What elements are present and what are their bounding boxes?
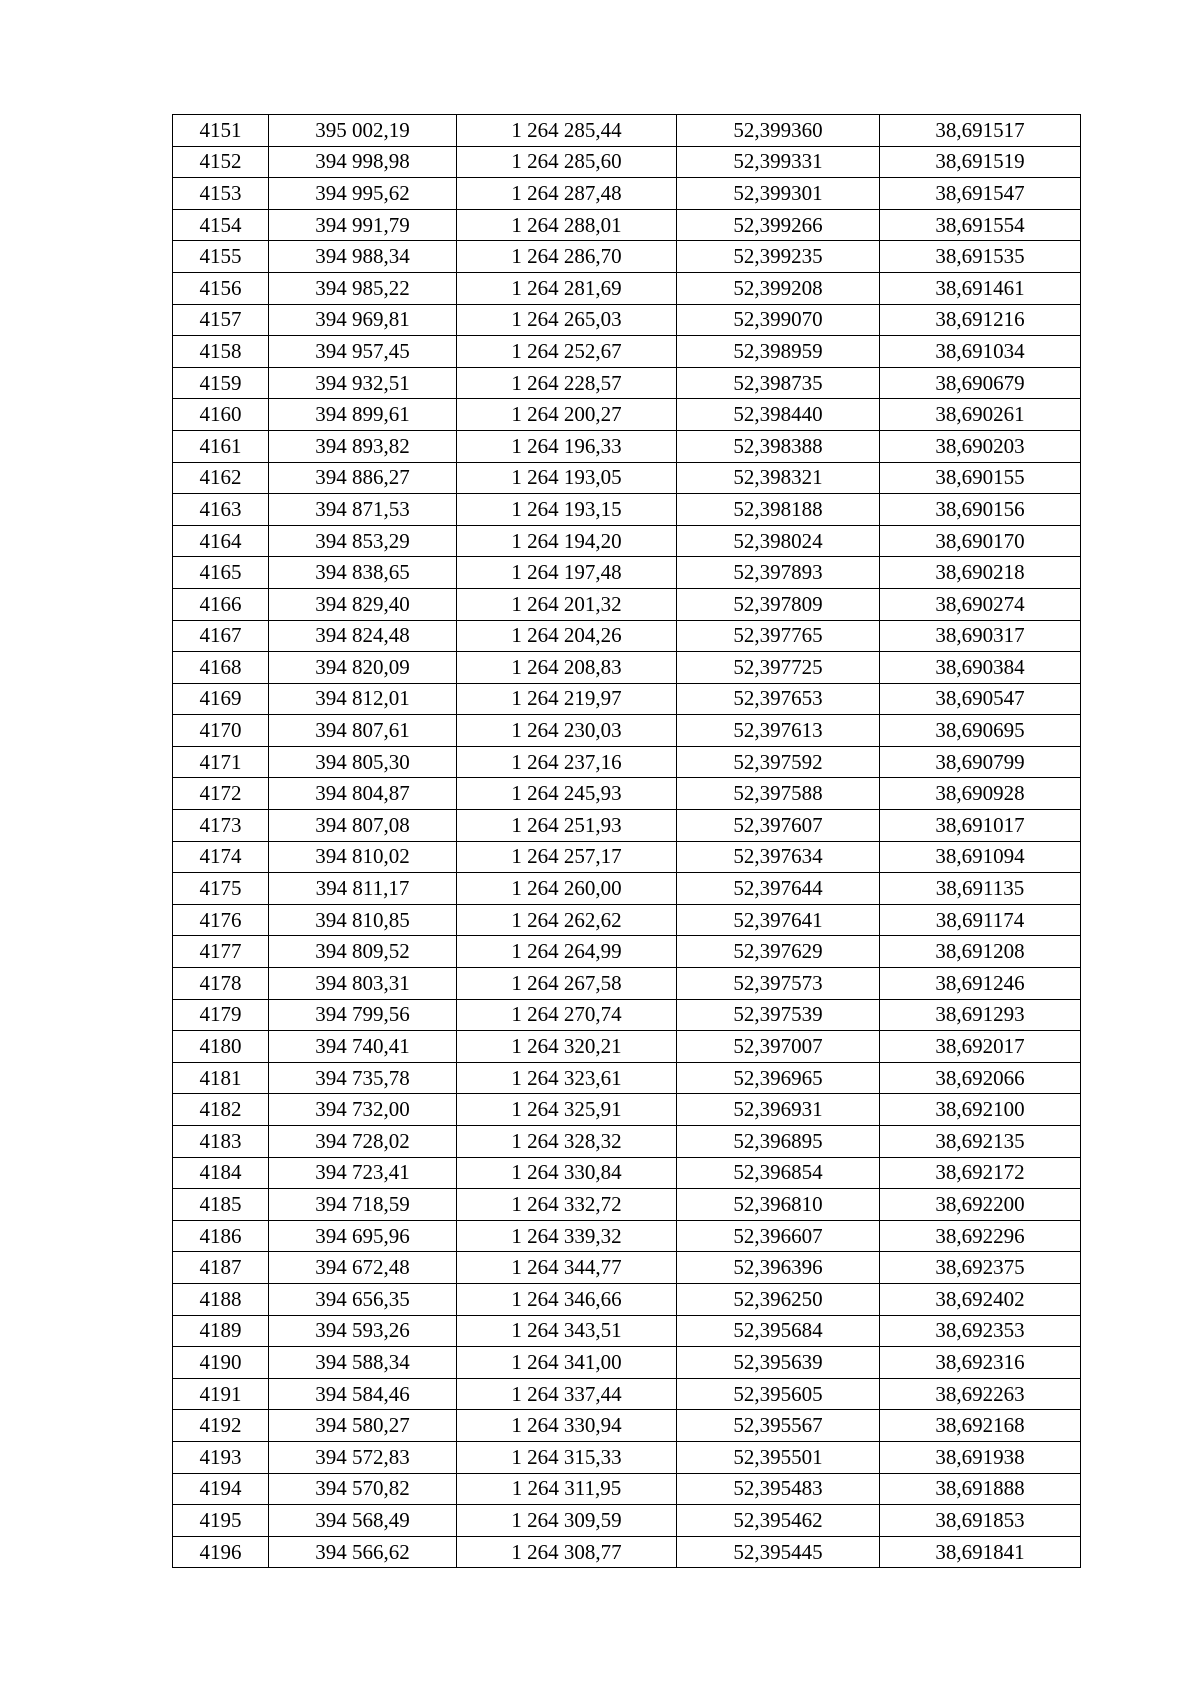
y-coordinate-cell: 1 264 285,60 xyxy=(457,146,677,178)
y-coordinate-cell: 1 264 286,70 xyxy=(457,241,677,273)
y-coordinate-cell: 1 264 285,44 xyxy=(457,115,677,147)
y-coordinate-cell: 1 264 288,01 xyxy=(457,209,677,241)
x-coordinate-cell: 394 732,00 xyxy=(269,1094,457,1126)
x-coordinate-cell: 394 695,96 xyxy=(269,1220,457,1252)
longitude-cell: 38,691888 xyxy=(880,1473,1081,1505)
latitude-cell: 52,399331 xyxy=(677,146,880,178)
longitude-cell: 38,691293 xyxy=(880,999,1081,1031)
table-row xyxy=(173,1189,1081,1221)
y-coordinate-cell: 1 264 270,74 xyxy=(457,999,677,1031)
table-row xyxy=(173,1536,1081,1568)
longitude-cell: 38,690261 xyxy=(880,399,1081,431)
y-coordinate-cell: 1 264 201,32 xyxy=(457,588,677,620)
x-coordinate-cell: 394 807,08 xyxy=(269,810,457,842)
longitude-cell: 38,691853 xyxy=(880,1505,1081,1537)
x-coordinate-cell: 394 580,27 xyxy=(269,1410,457,1442)
point-number-cell: 4188 xyxy=(173,1283,269,1315)
x-coordinate-cell: 394 957,45 xyxy=(269,336,457,368)
latitude-cell: 52,398959 xyxy=(677,336,880,368)
point-number-cell: 4154 xyxy=(173,209,269,241)
point-number-cell: 4169 xyxy=(173,683,269,715)
point-number-cell: 4183 xyxy=(173,1126,269,1158)
longitude-cell: 38,691938 xyxy=(880,1441,1081,1473)
coordinates-table-body xyxy=(173,115,1081,1568)
table-row xyxy=(173,1441,1081,1473)
y-coordinate-cell: 1 264 194,20 xyxy=(457,525,677,557)
point-number-cell: 4155 xyxy=(173,241,269,273)
longitude-cell: 38,692100 xyxy=(880,1094,1081,1126)
table-row xyxy=(173,557,1081,589)
point-number-cell: 4159 xyxy=(173,367,269,399)
table-row xyxy=(173,399,1081,431)
x-coordinate-cell: 394 588,34 xyxy=(269,1347,457,1379)
table-row xyxy=(173,1473,1081,1505)
longitude-cell: 38,690928 xyxy=(880,778,1081,810)
longitude-cell: 38,691841 xyxy=(880,1536,1081,1568)
y-coordinate-cell: 1 264 346,66 xyxy=(457,1283,677,1315)
longitude-cell: 38,692375 xyxy=(880,1252,1081,1284)
point-number-cell: 4173 xyxy=(173,810,269,842)
table-row xyxy=(173,1347,1081,1379)
y-coordinate-cell: 1 264 204,26 xyxy=(457,620,677,652)
x-coordinate-cell: 394 899,61 xyxy=(269,399,457,431)
longitude-cell: 38,690384 xyxy=(880,652,1081,684)
y-coordinate-cell: 1 264 332,72 xyxy=(457,1189,677,1221)
x-coordinate-cell: 394 812,01 xyxy=(269,683,457,715)
x-coordinate-cell: 394 820,09 xyxy=(269,652,457,684)
latitude-cell: 52,395605 xyxy=(677,1378,880,1410)
point-number-cell: 4171 xyxy=(173,746,269,778)
point-number-cell: 4172 xyxy=(173,778,269,810)
y-coordinate-cell: 1 264 237,16 xyxy=(457,746,677,778)
x-coordinate-cell: 394 672,48 xyxy=(269,1252,457,1284)
latitude-cell: 52,397588 xyxy=(677,778,880,810)
y-coordinate-cell: 1 264 252,67 xyxy=(457,336,677,368)
point-number-cell: 4193 xyxy=(173,1441,269,1473)
point-number-cell: 4191 xyxy=(173,1378,269,1410)
y-coordinate-cell: 1 264 245,93 xyxy=(457,778,677,810)
longitude-cell: 38,690274 xyxy=(880,588,1081,620)
point-number-cell: 4176 xyxy=(173,904,269,936)
latitude-cell: 52,397765 xyxy=(677,620,880,652)
longitude-cell: 38,692296 xyxy=(880,1220,1081,1252)
point-number-cell: 4174 xyxy=(173,841,269,873)
longitude-cell: 38,691517 xyxy=(880,115,1081,147)
y-coordinate-cell: 1 264 308,77 xyxy=(457,1536,677,1568)
x-coordinate-cell: 394 824,48 xyxy=(269,620,457,652)
latitude-cell: 52,399070 xyxy=(677,304,880,336)
x-coordinate-cell: 394 991,79 xyxy=(269,209,457,241)
y-coordinate-cell: 1 264 267,58 xyxy=(457,968,677,1000)
table-row xyxy=(173,241,1081,273)
table-row xyxy=(173,525,1081,557)
longitude-cell: 38,692402 xyxy=(880,1283,1081,1315)
longitude-cell: 38,692316 xyxy=(880,1347,1081,1379)
latitude-cell: 52,396854 xyxy=(677,1157,880,1189)
longitude-cell: 38,691246 xyxy=(880,968,1081,1000)
longitude-cell: 38,692200 xyxy=(880,1189,1081,1221)
y-coordinate-cell: 1 264 262,62 xyxy=(457,904,677,936)
table-row xyxy=(173,904,1081,936)
y-coordinate-cell: 1 264 330,84 xyxy=(457,1157,677,1189)
latitude-cell: 52,398440 xyxy=(677,399,880,431)
point-number-cell: 4194 xyxy=(173,1473,269,1505)
longitude-cell: 38,692168 xyxy=(880,1410,1081,1442)
latitude-cell: 52,399208 xyxy=(677,272,880,304)
table-row xyxy=(173,652,1081,684)
table-row xyxy=(173,115,1081,147)
x-coordinate-cell: 394 932,51 xyxy=(269,367,457,399)
longitude-cell: 38,691547 xyxy=(880,178,1081,210)
y-coordinate-cell: 1 264 281,69 xyxy=(457,272,677,304)
point-number-cell: 4177 xyxy=(173,936,269,968)
point-number-cell: 4157 xyxy=(173,304,269,336)
y-coordinate-cell: 1 264 228,57 xyxy=(457,367,677,399)
latitude-cell: 52,397653 xyxy=(677,683,880,715)
table-row xyxy=(173,999,1081,1031)
latitude-cell: 52,395684 xyxy=(677,1315,880,1347)
y-coordinate-cell: 1 264 337,44 xyxy=(457,1378,677,1410)
latitude-cell: 52,397607 xyxy=(677,810,880,842)
point-number-cell: 4156 xyxy=(173,272,269,304)
point-number-cell: 4165 xyxy=(173,557,269,589)
latitude-cell: 52,399301 xyxy=(677,178,880,210)
latitude-cell: 52,395639 xyxy=(677,1347,880,1379)
longitude-cell: 38,692017 xyxy=(880,1031,1081,1063)
latitude-cell: 52,397592 xyxy=(677,746,880,778)
latitude-cell: 52,399266 xyxy=(677,209,880,241)
table-row xyxy=(173,1378,1081,1410)
longitude-cell: 38,691094 xyxy=(880,841,1081,873)
x-coordinate-cell: 394 853,29 xyxy=(269,525,457,557)
longitude-cell: 38,691174 xyxy=(880,904,1081,936)
latitude-cell: 52,395462 xyxy=(677,1505,880,1537)
longitude-cell: 38,692135 xyxy=(880,1126,1081,1158)
x-coordinate-cell: 394 985,22 xyxy=(269,272,457,304)
y-coordinate-cell: 1 264 219,97 xyxy=(457,683,677,715)
y-coordinate-cell: 1 264 200,27 xyxy=(457,399,677,431)
table-row xyxy=(173,430,1081,462)
table-row xyxy=(173,1157,1081,1189)
point-number-cell: 4178 xyxy=(173,968,269,1000)
y-coordinate-cell: 1 264 265,03 xyxy=(457,304,677,336)
latitude-cell: 52,395445 xyxy=(677,1536,880,1568)
y-coordinate-cell: 1 264 330,94 xyxy=(457,1410,677,1442)
latitude-cell: 52,398024 xyxy=(677,525,880,557)
y-coordinate-cell: 1 264 193,15 xyxy=(457,494,677,526)
longitude-cell: 38,692066 xyxy=(880,1062,1081,1094)
x-coordinate-cell: 394 838,65 xyxy=(269,557,457,589)
point-number-cell: 4182 xyxy=(173,1094,269,1126)
point-number-cell: 4175 xyxy=(173,873,269,905)
latitude-cell: 52,398188 xyxy=(677,494,880,526)
table-row xyxy=(173,873,1081,905)
table-row xyxy=(173,841,1081,873)
table-row xyxy=(173,1126,1081,1158)
longitude-cell: 38,690695 xyxy=(880,715,1081,747)
y-coordinate-cell: 1 264 193,05 xyxy=(457,462,677,494)
point-number-cell: 4196 xyxy=(173,1536,269,1568)
x-coordinate-cell: 394 811,17 xyxy=(269,873,457,905)
point-number-cell: 4187 xyxy=(173,1252,269,1284)
x-coordinate-cell: 394 584,46 xyxy=(269,1378,457,1410)
x-coordinate-cell: 394 803,31 xyxy=(269,968,457,1000)
longitude-cell: 38,690203 xyxy=(880,430,1081,462)
x-coordinate-cell: 394 570,82 xyxy=(269,1473,457,1505)
x-coordinate-cell: 394 804,87 xyxy=(269,778,457,810)
point-number-cell: 4179 xyxy=(173,999,269,1031)
x-coordinate-cell: 394 886,27 xyxy=(269,462,457,494)
point-number-cell: 4181 xyxy=(173,1062,269,1094)
latitude-cell: 52,396965 xyxy=(677,1062,880,1094)
longitude-cell: 38,690155 xyxy=(880,462,1081,494)
x-coordinate-cell: 394 566,62 xyxy=(269,1536,457,1568)
latitude-cell: 52,398321 xyxy=(677,462,880,494)
longitude-cell: 38,692172 xyxy=(880,1157,1081,1189)
table-row xyxy=(173,304,1081,336)
y-coordinate-cell: 1 264 341,00 xyxy=(457,1347,677,1379)
point-number-cell: 4180 xyxy=(173,1031,269,1063)
longitude-cell: 38,690799 xyxy=(880,746,1081,778)
latitude-cell: 52,395501 xyxy=(677,1441,880,1473)
longitude-cell: 38,691017 xyxy=(880,810,1081,842)
latitude-cell: 52,397634 xyxy=(677,841,880,873)
point-number-cell: 4160 xyxy=(173,399,269,431)
table-row xyxy=(173,1410,1081,1442)
x-coordinate-cell: 394 807,61 xyxy=(269,715,457,747)
table-row xyxy=(173,1094,1081,1126)
x-coordinate-cell: 394 735,78 xyxy=(269,1062,457,1094)
point-number-cell: 4186 xyxy=(173,1220,269,1252)
latitude-cell: 52,396250 xyxy=(677,1283,880,1315)
x-coordinate-cell: 394 893,82 xyxy=(269,430,457,462)
latitude-cell: 52,397629 xyxy=(677,936,880,968)
x-coordinate-cell: 394 740,41 xyxy=(269,1031,457,1063)
longitude-cell: 38,691461 xyxy=(880,272,1081,304)
table-row xyxy=(173,746,1081,778)
point-number-cell: 4192 xyxy=(173,1410,269,1442)
y-coordinate-cell: 1 264 251,93 xyxy=(457,810,677,842)
y-coordinate-cell: 1 264 287,48 xyxy=(457,178,677,210)
longitude-cell: 38,690170 xyxy=(880,525,1081,557)
table-row xyxy=(173,1031,1081,1063)
x-coordinate-cell: 394 593,26 xyxy=(269,1315,457,1347)
longitude-cell: 38,692353 xyxy=(880,1315,1081,1347)
table-row xyxy=(173,936,1081,968)
point-number-cell: 4189 xyxy=(173,1315,269,1347)
latitude-cell: 52,395483 xyxy=(677,1473,880,1505)
table-row xyxy=(173,1062,1081,1094)
table-row xyxy=(173,1505,1081,1537)
y-coordinate-cell: 1 264 328,32 xyxy=(457,1126,677,1158)
table-row xyxy=(173,968,1081,1000)
y-coordinate-cell: 1 264 208,83 xyxy=(457,652,677,684)
table-row xyxy=(173,178,1081,210)
longitude-cell: 38,691519 xyxy=(880,146,1081,178)
table-row xyxy=(173,620,1081,652)
table-row xyxy=(173,336,1081,368)
y-coordinate-cell: 1 264 320,21 xyxy=(457,1031,677,1063)
latitude-cell: 52,396931 xyxy=(677,1094,880,1126)
table-row xyxy=(173,778,1081,810)
latitude-cell: 52,397539 xyxy=(677,999,880,1031)
table-row xyxy=(173,367,1081,399)
x-coordinate-cell: 394 728,02 xyxy=(269,1126,457,1158)
x-coordinate-cell: 394 805,30 xyxy=(269,746,457,778)
table-row xyxy=(173,1220,1081,1252)
table-row xyxy=(173,272,1081,304)
x-coordinate-cell: 394 829,40 xyxy=(269,588,457,620)
table-row xyxy=(173,494,1081,526)
x-coordinate-cell: 394 969,81 xyxy=(269,304,457,336)
longitude-cell: 38,690547 xyxy=(880,683,1081,715)
longitude-cell: 38,692263 xyxy=(880,1378,1081,1410)
table-row xyxy=(173,1252,1081,1284)
latitude-cell: 52,396895 xyxy=(677,1126,880,1158)
x-coordinate-cell: 394 799,56 xyxy=(269,999,457,1031)
longitude-cell: 38,690317 xyxy=(880,620,1081,652)
x-coordinate-cell: 394 810,85 xyxy=(269,904,457,936)
x-coordinate-cell: 394 809,52 xyxy=(269,936,457,968)
latitude-cell: 52,397007 xyxy=(677,1031,880,1063)
point-number-cell: 4164 xyxy=(173,525,269,557)
y-coordinate-cell: 1 264 315,33 xyxy=(457,1441,677,1473)
x-coordinate-cell: 394 723,41 xyxy=(269,1157,457,1189)
x-coordinate-cell: 395 002,19 xyxy=(269,115,457,147)
y-coordinate-cell: 1 264 323,61 xyxy=(457,1062,677,1094)
y-coordinate-cell: 1 264 339,32 xyxy=(457,1220,677,1252)
x-coordinate-cell: 394 718,59 xyxy=(269,1189,457,1221)
latitude-cell: 52,395567 xyxy=(677,1410,880,1442)
latitude-cell: 52,397641 xyxy=(677,904,880,936)
point-number-cell: 4195 xyxy=(173,1505,269,1537)
longitude-cell: 38,691216 xyxy=(880,304,1081,336)
point-number-cell: 4161 xyxy=(173,430,269,462)
table-row xyxy=(173,462,1081,494)
longitude-cell: 38,691535 xyxy=(880,241,1081,273)
latitude-cell: 52,396810 xyxy=(677,1189,880,1221)
longitude-cell: 38,691135 xyxy=(880,873,1081,905)
x-coordinate-cell: 394 656,35 xyxy=(269,1283,457,1315)
table-row xyxy=(173,209,1081,241)
latitude-cell: 52,398388 xyxy=(677,430,880,462)
point-number-cell: 4153 xyxy=(173,178,269,210)
latitude-cell: 52,396396 xyxy=(677,1252,880,1284)
coordinates-table xyxy=(172,114,1081,1568)
y-coordinate-cell: 1 264 260,00 xyxy=(457,873,677,905)
latitude-cell: 52,397893 xyxy=(677,557,880,589)
point-number-cell: 4158 xyxy=(173,336,269,368)
x-coordinate-cell: 394 998,98 xyxy=(269,146,457,178)
point-number-cell: 4151 xyxy=(173,115,269,147)
latitude-cell: 52,399360 xyxy=(677,115,880,147)
x-coordinate-cell: 394 988,34 xyxy=(269,241,457,273)
y-coordinate-cell: 1 264 325,91 xyxy=(457,1094,677,1126)
latitude-cell: 52,397725 xyxy=(677,652,880,684)
y-coordinate-cell: 1 264 264,99 xyxy=(457,936,677,968)
point-number-cell: 4166 xyxy=(173,588,269,620)
table-row xyxy=(173,683,1081,715)
point-number-cell: 4185 xyxy=(173,1189,269,1221)
point-number-cell: 4152 xyxy=(173,146,269,178)
longitude-cell: 38,691208 xyxy=(880,936,1081,968)
table-row xyxy=(173,146,1081,178)
y-coordinate-cell: 1 264 343,51 xyxy=(457,1315,677,1347)
latitude-cell: 52,399235 xyxy=(677,241,880,273)
longitude-cell: 38,690679 xyxy=(880,367,1081,399)
x-coordinate-cell: 394 995,62 xyxy=(269,178,457,210)
latitude-cell: 52,396607 xyxy=(677,1220,880,1252)
point-number-cell: 4168 xyxy=(173,652,269,684)
y-coordinate-cell: 1 264 230,03 xyxy=(457,715,677,747)
latitude-cell: 52,397644 xyxy=(677,873,880,905)
latitude-cell: 52,397573 xyxy=(677,968,880,1000)
y-coordinate-cell: 1 264 196,33 xyxy=(457,430,677,462)
table-row xyxy=(173,1283,1081,1315)
latitude-cell: 52,397809 xyxy=(677,588,880,620)
longitude-cell: 38,690156 xyxy=(880,494,1081,526)
longitude-cell: 38,691034 xyxy=(880,336,1081,368)
y-coordinate-cell: 1 264 257,17 xyxy=(457,841,677,873)
table-row xyxy=(173,715,1081,747)
x-coordinate-cell: 394 810,02 xyxy=(269,841,457,873)
x-coordinate-cell: 394 871,53 xyxy=(269,494,457,526)
point-number-cell: 4163 xyxy=(173,494,269,526)
table-row xyxy=(173,810,1081,842)
latitude-cell: 52,397613 xyxy=(677,715,880,747)
point-number-cell: 4162 xyxy=(173,462,269,494)
point-number-cell: 4170 xyxy=(173,715,269,747)
latitude-cell: 52,398735 xyxy=(677,367,880,399)
longitude-cell: 38,691554 xyxy=(880,209,1081,241)
y-coordinate-cell: 1 264 309,59 xyxy=(457,1505,677,1537)
x-coordinate-cell: 394 572,83 xyxy=(269,1441,457,1473)
point-number-cell: 4190 xyxy=(173,1347,269,1379)
y-coordinate-cell: 1 264 197,48 xyxy=(457,557,677,589)
y-coordinate-cell: 1 264 344,77 xyxy=(457,1252,677,1284)
point-number-cell: 4184 xyxy=(173,1157,269,1189)
x-coordinate-cell: 394 568,49 xyxy=(269,1505,457,1537)
point-number-cell: 4167 xyxy=(173,620,269,652)
table-row xyxy=(173,588,1081,620)
table-row xyxy=(173,1315,1081,1347)
y-coordinate-cell: 1 264 311,95 xyxy=(457,1473,677,1505)
longitude-cell: 38,690218 xyxy=(880,557,1081,589)
